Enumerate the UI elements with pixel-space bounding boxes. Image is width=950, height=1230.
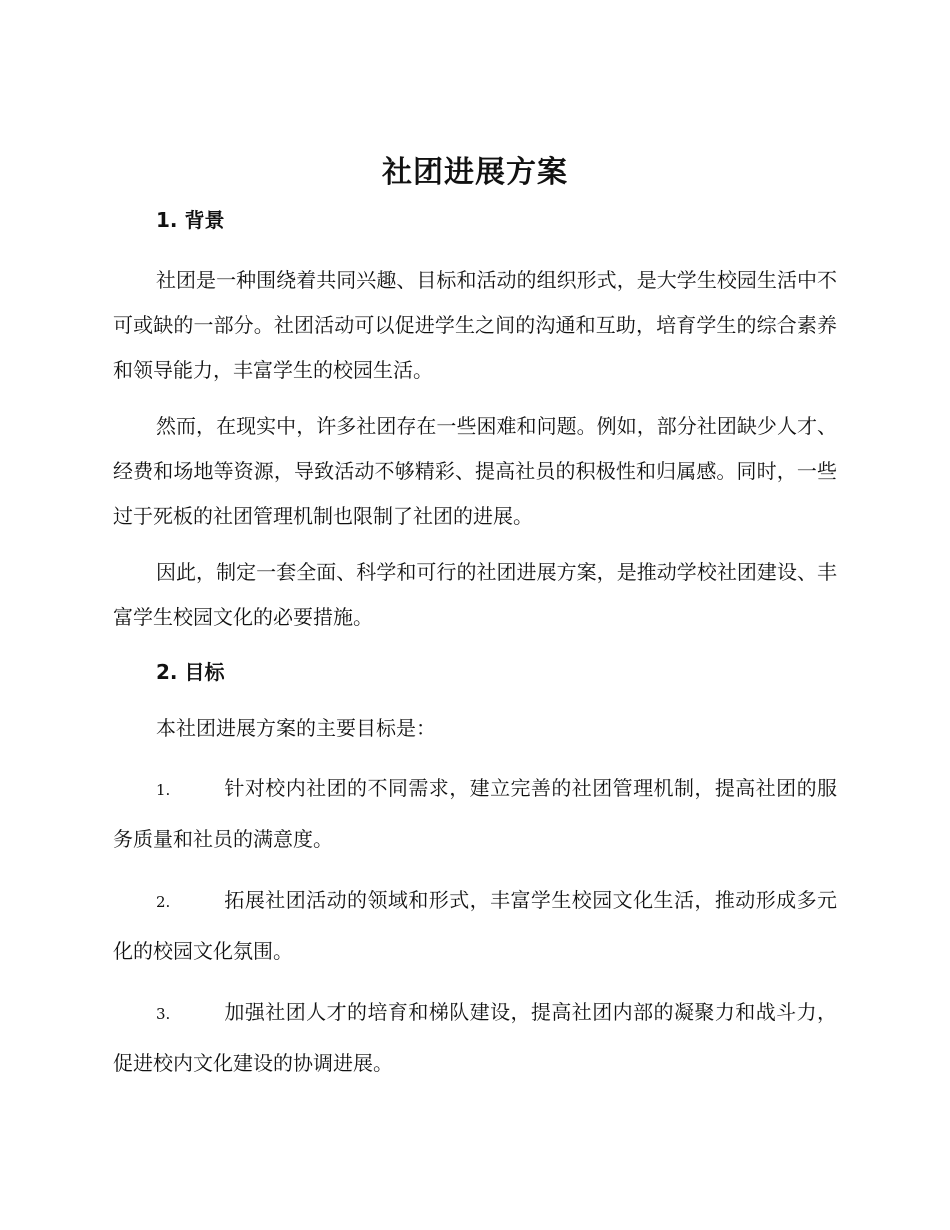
paragraph: 社团是一种围绕着共同兴趣、目标和活动的组织形式，是大学生校园生活中不可或缺的一部分。社团活动可以促进学生之间的沟通和互助，培育学生的综合素养和领导能力，丰富学生的校园生活。 bbox=[113, 268, 837, 382]
list-item bbox=[113, 988, 837, 1088]
document-title: 社团进展方案 bbox=[382, 155, 568, 190]
goals-intro: 本社团进展方案的主要目标是： bbox=[156, 716, 436, 740]
section-goals bbox=[113, 654, 837, 1088]
list-item bbox=[113, 764, 837, 864]
document-body bbox=[113, 150, 837, 1088]
list-number: 2. bbox=[156, 893, 171, 911]
list-text: 加强社团人才的培育和梯队建设，提高社团内部的凝聚力和战斗力，促进校内文化建设的协调进展。 bbox=[113, 1000, 837, 1075]
list-number: 1. bbox=[156, 781, 171, 799]
list-text: 针对校内社团的不同需求，建立完善的社团管理机制，提高社团的服务质量和社员的满意度。 bbox=[113, 776, 837, 851]
list-number: 3. bbox=[156, 1005, 171, 1023]
paragraph: 因此，制定一套全面、科学和可行的社团进展方案，是推动学校社团建设、丰富学生校园文化的必要措施。 bbox=[113, 560, 837, 629]
section-heading: 2. 目标 bbox=[156, 660, 225, 684]
section-heading: 1. 背景 bbox=[156, 208, 225, 232]
paragraph: 然而，在现实中，许多社团存在一些困难和问题。例如，部分社团缺少人才、经费和场地等资源，导致活动不够精彩、提高社员的积极性和归属感。同时，一些过于死板的社团管理机制也限制了社团的进展。 bbox=[113, 414, 837, 528]
list-text: 拓展社团活动的领域和形式，丰富学生校园文化生活，推动形成多元化的校园文化氛围。 bbox=[113, 888, 837, 963]
list-item bbox=[113, 876, 837, 976]
section-background bbox=[113, 202, 837, 640]
